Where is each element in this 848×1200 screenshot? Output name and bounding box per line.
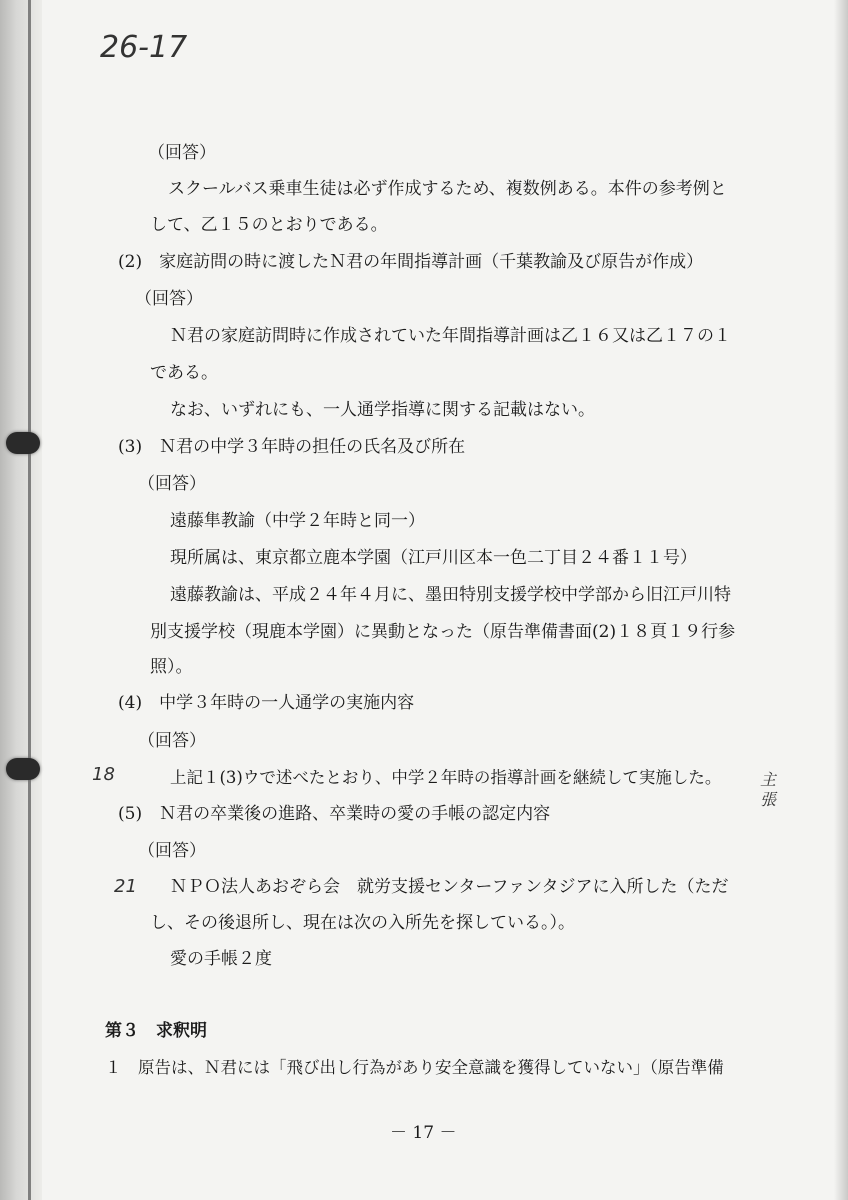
text-line: し、その後退所し、現在は次の入所先を探している。）。 [150,913,575,933]
text-line: （回答） [138,474,206,494]
text-line: 現所属は、東京都立鹿本学園（江戸川区本一色二丁目２４番１１号） [170,548,697,568]
text-line: (5) Ｎ君の卒業後の進路、卒業時の愛の手帳の認定内容 [118,804,551,824]
text-line: （回答） [148,143,216,163]
text-line: スクールバス乗車生徒は必ず作成するため、複数例ある。本件の参考例と [168,179,727,199]
text-line: 遠藤隼教諭（中学２年時と同一） [170,511,425,531]
text-line: 照）。 [150,657,193,677]
text-line: (2) 家庭訪問の時に渡したＮ君の年間指導計画（千葉教諭及び原告が作成） [118,252,704,272]
section-heading: 第３ 求釈明 [105,1021,207,1041]
page-number: － 17 － [390,1123,457,1143]
text-line: 愛の手帳２度 [170,949,272,969]
text-line: である。 [150,363,218,383]
text-line: して、乙１５のとおりである。 [150,215,388,235]
handwritten-margin-note: 18 [92,764,115,785]
text-line: 上記１(3)ウで述べたとおり、中学２年時の指導計画を継続して実施した。 [170,768,722,787]
handwritten-margin-note: 主張 [760,770,777,809]
binding-line [28,0,31,1200]
text-line: （回答） [138,731,206,751]
text-line: なお、いずれにも、一人通学指導に関する記載はない。 [170,400,595,420]
text-line: (3) Ｎ君の中学３年時の担任の氏名及び所在 [118,437,466,457]
text-line: （回答） [135,289,203,309]
binding-spine [0,0,42,1200]
text-line: （回答） [138,841,206,861]
text-line: Ｎ君の家庭訪問時に作成されていた年間指導計画は乙１６又は乙１７の１ [170,326,731,346]
page-edge-shadow [834,0,848,1200]
binding-hole [6,758,40,780]
text-line: (4) 中学３年時の一人通学の実施内容 [118,693,415,713]
handwritten-margin-note: 21 [114,876,137,897]
text-line: 別支援学校（現鹿本学園）に異動となった（原告準備書面(2)１８頁１９行参 [150,622,736,642]
text-line: ＮＰＯ法人あおぞら会 就労支援センターファンタジアに入所した（ただ [170,877,729,897]
text-line: １ 原告は、Ｎ君には「飛び出し行為があり安全意識を獲得していない」（原告準備 [105,1058,724,1077]
text-line: 遠藤教諭は、平成２４年４月に、墨田特別支援学校中学部から旧江戸川特 [170,585,731,605]
handwritten-code: 26-17 [100,30,188,65]
binding-hole [6,432,40,454]
